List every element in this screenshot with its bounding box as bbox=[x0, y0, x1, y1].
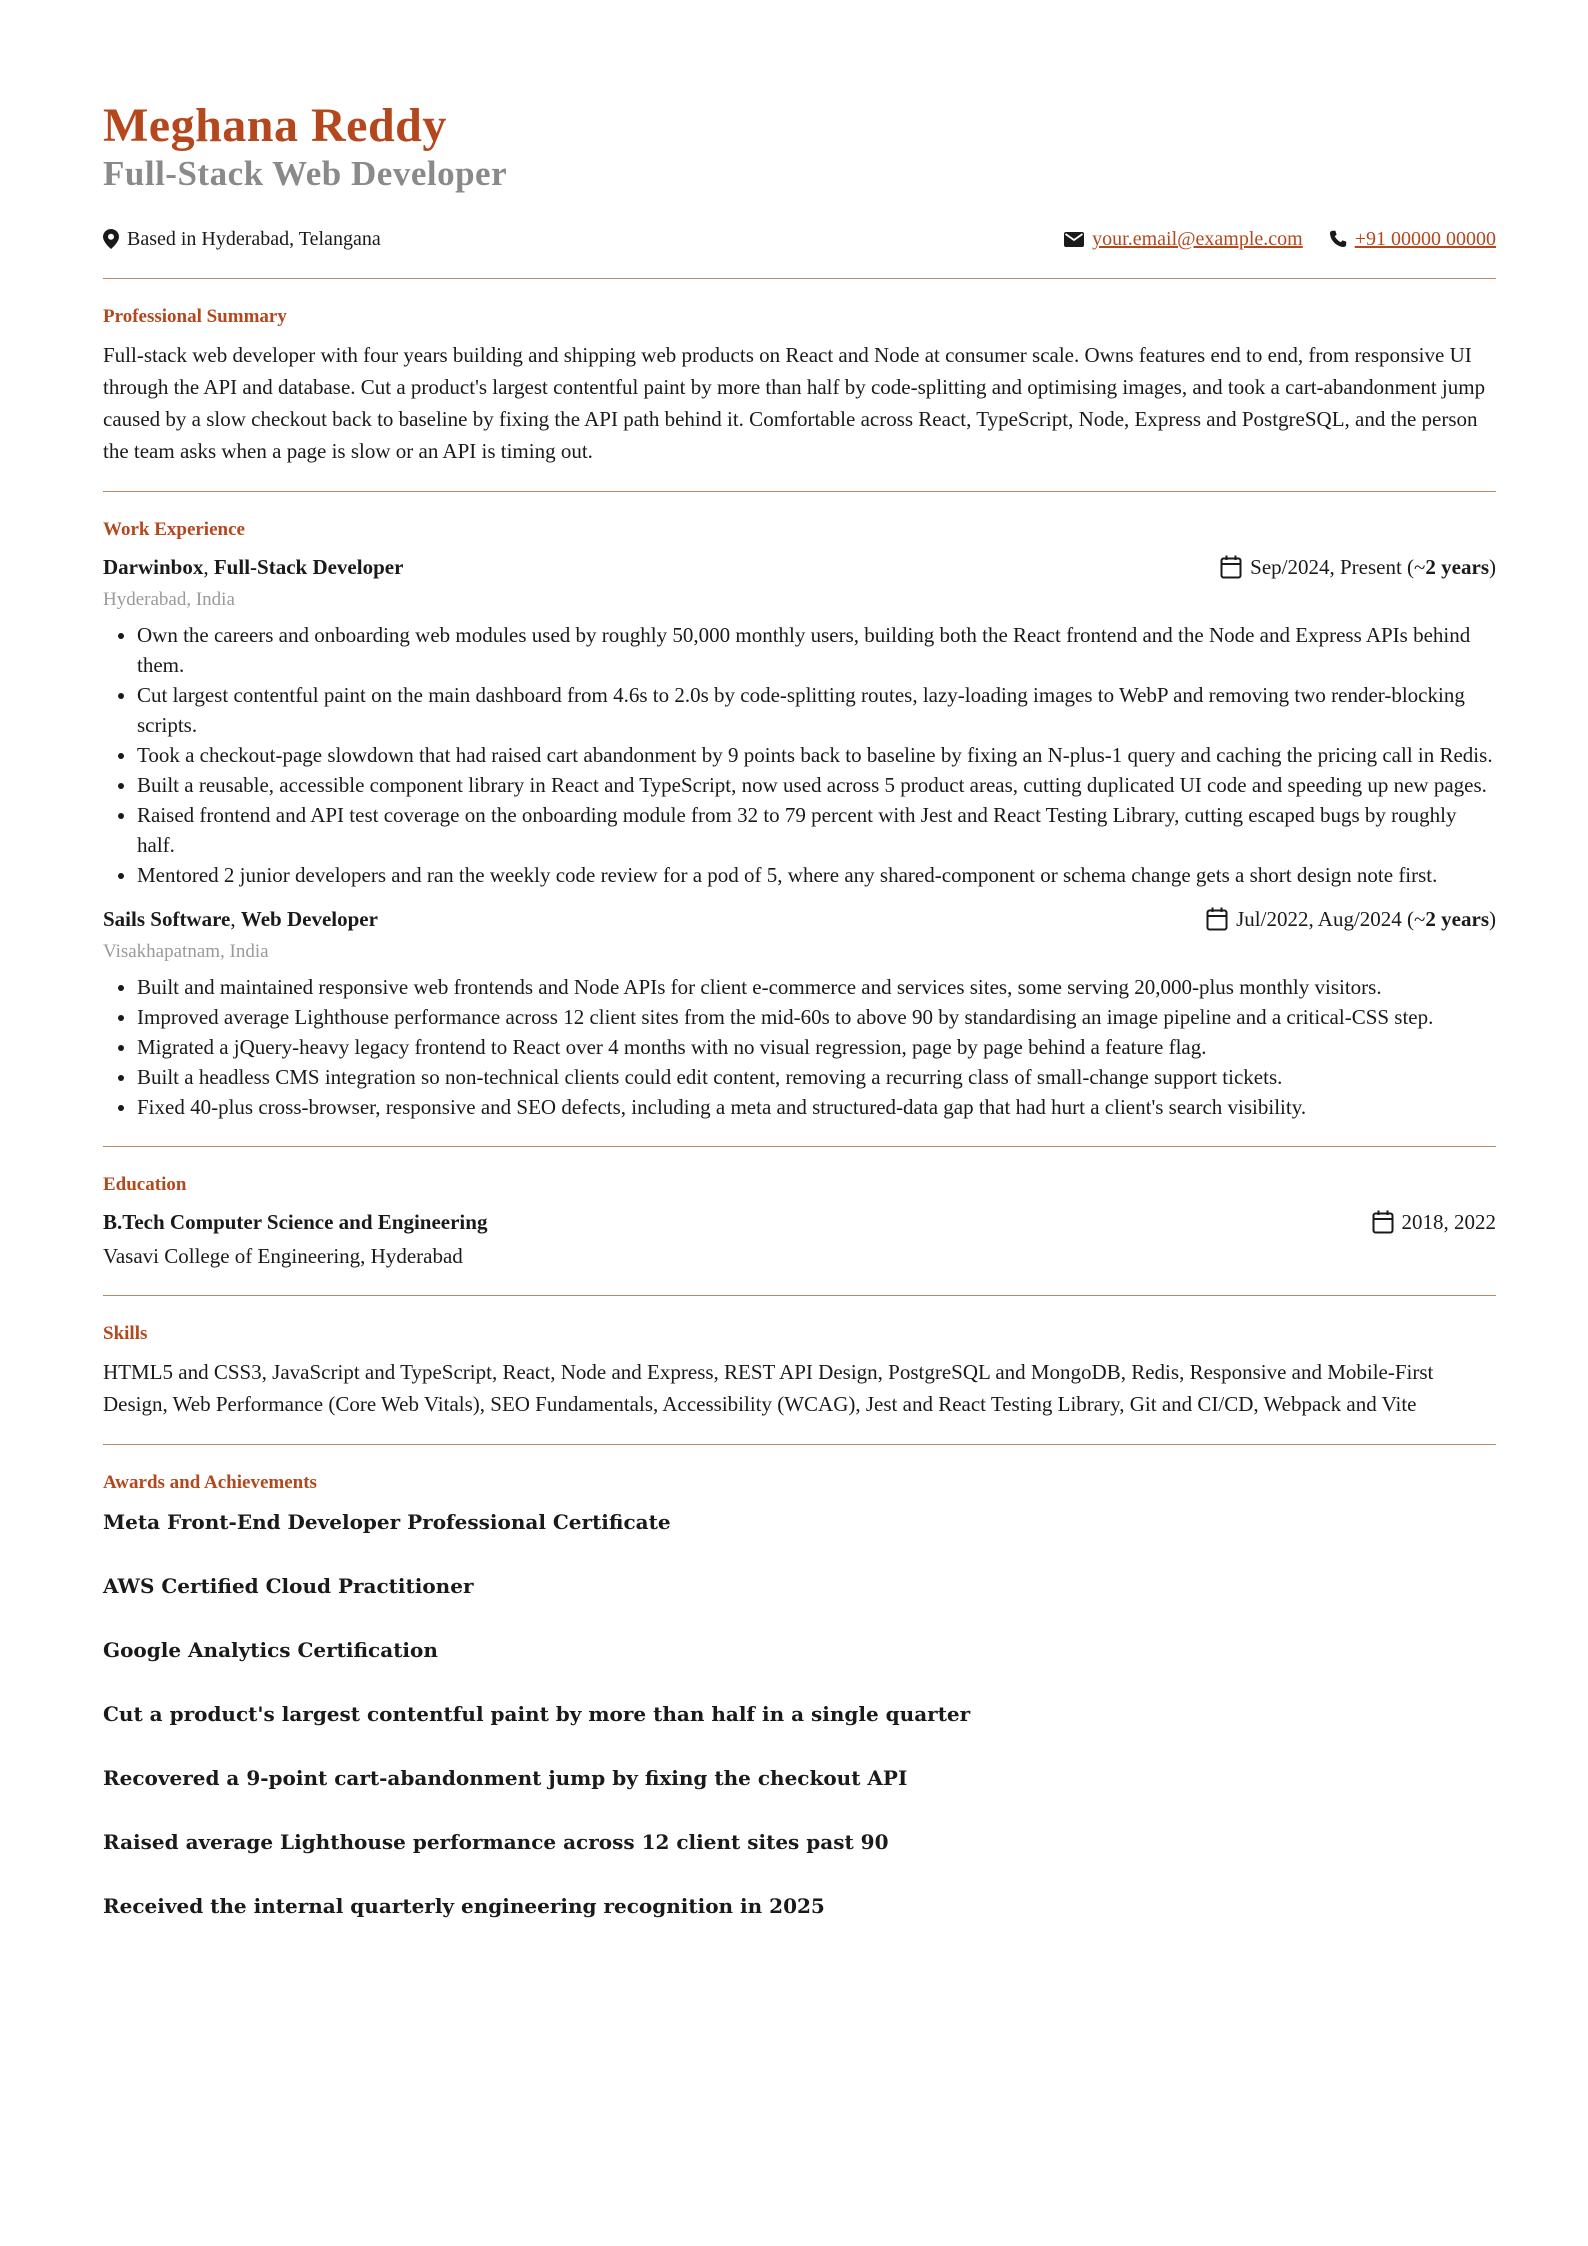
list-item: • Raised frontend and API test coverage on the onboarding module from 32 to 79 percent with Jest and React Testing Library, cutting escaped bugs by roughly half. bbox=[137, 800, 1496, 860]
candidate-role: Full-Stack Web Developer bbox=[103, 154, 508, 193]
section-title-summary: Professional Summary bbox=[103, 306, 287, 327]
job-header bbox=[103, 552, 1496, 582]
calendar-icon bbox=[1220, 555, 1242, 579]
list-item: • Own the careers and onboarding web modules used by roughly 50,000 monthly users, building both the React frontend and the Node and Express APIs behind them. bbox=[137, 620, 1496, 680]
award-item: Google Analytics Certification bbox=[103, 1638, 438, 1662]
award-item: Cut a product's largest contentful paint by more than half in a single quarter bbox=[103, 1702, 971, 1726]
section-title-skills: Skills bbox=[103, 1323, 148, 1344]
job-company: Darwinbox bbox=[103, 555, 204, 579]
job-location: Visakhapatnam, India bbox=[103, 941, 269, 962]
job-company: Sails Software bbox=[103, 907, 231, 931]
job-dates bbox=[1206, 904, 1496, 934]
education-header bbox=[103, 1207, 1496, 1237]
job-date-close: ) bbox=[1489, 555, 1496, 579]
job-dates bbox=[1220, 552, 1496, 582]
job-duration: 2 years bbox=[1425, 555, 1489, 579]
section-title-experience: Work Experience bbox=[103, 519, 245, 540]
award-item: AWS Certified Cloud Practitioner bbox=[103, 1574, 474, 1598]
education-degree: B.Tech Computer Science and Engineering bbox=[103, 1210, 488, 1234]
email-link[interactable]: your.email@example.com bbox=[1092, 228, 1303, 250]
list-item: • Built a reusable, accessible component library in React and TypeScript, now used across 5 product areas, cutting duplicated UI code and speeding up new pages. bbox=[137, 770, 1496, 800]
section-title-education: Education bbox=[103, 1174, 187, 1195]
calendar-icon bbox=[1206, 907, 1228, 931]
job-title: Sails Software, Web Developer bbox=[103, 907, 378, 931]
list-item: • Migrated a jQuery-heavy legacy frontend to React over 4 months with no visual regression, page by page behind a feature flag. bbox=[137, 1032, 1496, 1062]
job-date-range: Sep/2024, Present (~ bbox=[1250, 555, 1426, 579]
phone-icon bbox=[1329, 230, 1347, 248]
contact-row bbox=[103, 226, 1496, 252]
phone-link[interactable]: +91 00000 00000 bbox=[1354, 228, 1496, 250]
job-header bbox=[103, 904, 1496, 934]
list-item: • Cut largest contentful paint on the main dashboard from 4.6s to 2.0s by code-splitting routes, lazy-loading images to WebP and removing two render-blocking scripts. bbox=[137, 680, 1496, 740]
education-dates-wrap bbox=[1372, 1207, 1497, 1237]
summary-text: Full-stack web developer with four years building and shipping web products on React and Node at consumer scale. Owns features end to end, from responsive UI through the API and database. Cut a product's largest contentful paint by more than half by code-splitting and optimising images, and took a cart-abandonment jump caused by a slow checkout back to baseline by fixing the API path behind it. Comfortable across React, TypeScript, Node, Express and PostgreSQL, and the person the team asks when a page is slow or an API is timing out. bbox=[103, 343, 1486, 463]
job-title: Darwinbox, Full-Stack Developer bbox=[103, 555, 404, 579]
email-item bbox=[1064, 226, 1303, 252]
candidate-name: Meghana Reddy bbox=[103, 99, 447, 152]
list-item: • Built and maintained responsive web frontends and Node APIs for client e-commerce and services sites, some serving 20,000-plus monthly visitors. bbox=[137, 972, 1496, 1002]
awards-list bbox=[103, 1507, 1496, 1921]
phone-item bbox=[1329, 226, 1496, 252]
resume-header bbox=[103, 98, 1496, 252]
list-item: • Mentored 2 junior developers and ran the weekly code review for a pod of 5, where any shared-component or schema change gets a short design note first. bbox=[137, 860, 1496, 890]
job-date-range: Jul/2022, Aug/2024 (~ bbox=[1236, 907, 1426, 931]
summary-section bbox=[103, 279, 1496, 491]
job-duration: 2 years bbox=[1425, 907, 1489, 931]
skills-text: HTML5 and CSS3, JavaScript and TypeScript, React, Node and Express, REST API Design, PostgreSQL and MongoDB, Redis, Responsive and Mobile-First Design, Web Performance (Core Web Vitals), SEO Fundamentals, Accessibility (WCAG), Jest and React Testing Library, Git and CI/CD, Webpack and Vite bbox=[103, 1360, 1434, 1416]
job-bullets bbox=[103, 972, 1496, 1122]
awards-section bbox=[103, 1445, 1496, 1945]
job-position: Full-Stack Developer bbox=[213, 555, 404, 579]
job-bullets bbox=[103, 620, 1496, 890]
location-text: Based in Hyderabad, Telangana bbox=[127, 228, 381, 250]
award-item: Recovered a 9-point cart-abandonment jump by fixing the checkout API bbox=[103, 1766, 908, 1790]
education-degree-wrap bbox=[103, 1207, 487, 1237]
section-title-awards: Awards and Achievements bbox=[103, 1472, 317, 1493]
education-school: Vasavi College of Engineering, Hyderabad bbox=[103, 1244, 463, 1268]
list-item: • Improved average Lighthouse performance across 12 client sites from the mid-60s to above 90 by standardising an image pipeline and a critical-CSS step. bbox=[137, 1002, 1496, 1032]
job-date-close: ) bbox=[1489, 907, 1496, 931]
job-entry bbox=[103, 904, 1496, 1122]
award-item: Received the internal quarterly engineering recognition in 2025 bbox=[103, 1894, 825, 1918]
award-item: Raised average Lighthouse performance across 12 client sites past 90 bbox=[103, 1830, 889, 1854]
list-item: • Built a headless CMS integration so non-technical clients could edit content, removing a recurring class of small-change support tickets. bbox=[137, 1062, 1496, 1092]
contact-links bbox=[1038, 226, 1496, 252]
education-dates: 2018, 2022 bbox=[1401, 1210, 1496, 1234]
map-pin-icon bbox=[103, 229, 119, 249]
education-section bbox=[103, 1147, 1496, 1295]
skills-section bbox=[103, 1296, 1496, 1444]
list-item: • Took a checkout-page slowdown that had raised cart abandonment by 9 points back to baseline by fixing an N-plus-1 query and caching the pricing call in Redis. bbox=[137, 740, 1496, 770]
location-info bbox=[103, 226, 381, 252]
job-location: Hyderabad, India bbox=[103, 589, 235, 610]
job-position: Web Developer bbox=[240, 907, 378, 931]
envelope-icon bbox=[1064, 232, 1084, 247]
job-entry bbox=[103, 552, 1496, 890]
experience-section bbox=[103, 492, 1496, 1146]
calendar-icon bbox=[1372, 1210, 1394, 1234]
list-item: • Fixed 40-plus cross-browser, responsive and SEO defects, including a meta and structured-data gap that had hurt a client's search visibility. bbox=[137, 1092, 1496, 1122]
award-item: Meta Front-End Developer Professional Certificate bbox=[103, 1510, 671, 1534]
